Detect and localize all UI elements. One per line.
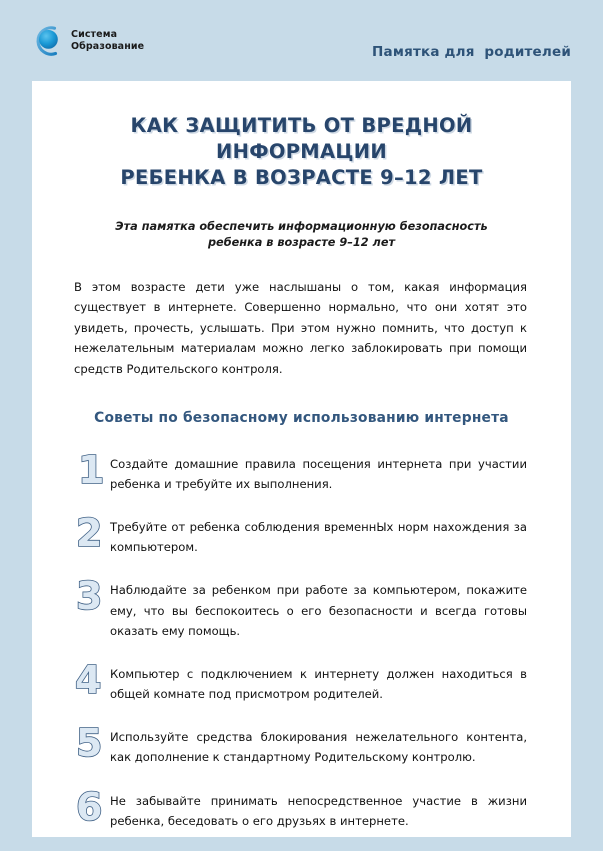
tip-number-6 — [74, 784, 110, 829]
list-item — [74, 721, 527, 767]
list-item — [74, 510, 527, 557]
document-content — [32, 81, 571, 831]
tip-number-glyph: 6 — [76, 784, 103, 829]
tip-number-glyph: 2 — [76, 510, 103, 555]
circle-swoosh-logo-icon — [30, 24, 64, 58]
list-item — [74, 447, 527, 494]
page-subtitle-line2: ребенка в возрасте 9–12 лет — [207, 236, 396, 250]
brand-name-line1: Система — [71, 28, 118, 40]
document-card — [32, 81, 571, 837]
page-subtitle — [72, 219, 531, 252]
brand-logo-text — [71, 29, 144, 53]
tip-text: Требуйте от ребенка соблюдения временнЫх норм нахождения за компьютером. — [110, 519, 527, 555]
section-heading: Советы по безопасному использованию интернета — [94, 409, 509, 426]
tip-number-5 — [74, 720, 110, 766]
page-title — [72, 113, 531, 191]
tip-text: Компьютер с подключением к интернету должен находиться в общей комнате под присмотром родителей. — [110, 666, 527, 702]
list-item — [74, 574, 527, 641]
tip-number-glyph: 3 — [76, 574, 103, 619]
tip-number-glyph: 1 — [78, 447, 105, 492]
brand-logo — [30, 24, 144, 58]
tip-number-2 — [74, 510, 110, 555]
intro-paragraph: В этом возрасте дети уже наслышаны о том, какая информация существует в интернете. Совершенно нормально, что они хотят это увидеть, прочесть, услышать. При этом нужно помнить, что доступ к нежелательным материалам можно легко заблокировать при помощи средств Родительского контроля. — [74, 279, 527, 377]
page-title-line1: КАК ЗАЩИТИТЬ ОТ ВРЕДНОЙ ИНФОРМАЦИИ — [130, 114, 473, 163]
page-title-line2: РЕБЕНКА В ВОЗРАСТЕ 9–12 ЛЕТ — [120, 165, 483, 189]
tip-number-3 — [74, 573, 110, 619]
tip-text: Используйте средства блокирования нежелательного контента, как дополнение к стандартному Родительскому контролю. — [110, 730, 527, 765]
tip-number-1 — [74, 447, 110, 492]
tip-text: Наблюдайте за ребенком при работе за компьютером, покажите ему, что вы беспокоитесь о его безопасности и всегда готовы оказать ему помощь. — [110, 583, 527, 638]
tip-number-4 — [74, 657, 110, 702]
page-header — [0, 0, 603, 81]
header-tagline: Памятка для родителей — [372, 44, 571, 60]
list-item — [74, 657, 527, 704]
tips-list — [72, 447, 531, 831]
tip-number-glyph: 4 — [75, 657, 102, 702]
tip-number-glyph: 5 — [76, 721, 103, 766]
tip-text: Не забывайте принимать непосредственное участие в жизни ребенка, беседовать о его друзьях в интернете. — [110, 793, 527, 828]
tip-text: Создайте домашние правила посещения интернета при участии ребенка и требуйте их выполнения. — [110, 456, 527, 491]
brand-name-line2: Образование — [71, 41, 145, 52]
list-item — [74, 784, 527, 831]
page-subtitle-line1: Эта памятка обеспечить информационную безопасность — [115, 219, 488, 233]
